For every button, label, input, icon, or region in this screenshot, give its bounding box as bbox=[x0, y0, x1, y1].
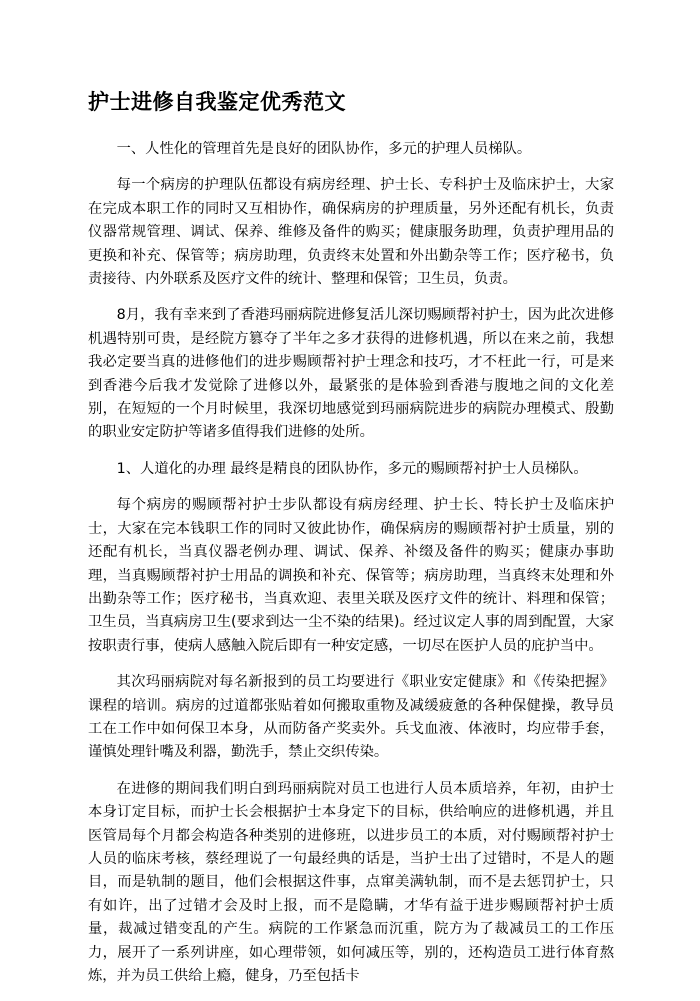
paragraph: 其次玛丽病院对每名新报到的员工均要进行《职业安定健康》和《传染把握》课程的培训。病房的过道都张贴着如何搬取重物及减缓疲惫的各种保健操，教导员工在工作中如何保卫本身，从而防备产奖卖外。兵戈血液、体液时，均应带手套，谨慎处理针嘴及利器，勤洗手，禁止交织传染。 bbox=[88, 674, 614, 761]
document-body bbox=[88, 138, 614, 1001]
paragraph: 每一个病房的护理队伍都设有病房经理、护士长、专科护士及临床护士，大家在完成本职工作的同时又互相协作，确保病房的护理质量，另外还配有机长，负责仪器常规管理、调试、保养、维修及备件的购买；健康服务助理，负责护理用品的更换和补充、保管等；病房助理，负责终末处置和外出勤杂等工作；医疗秘书，负责接待、内外联系及医疗文件的统计、整理和保管；卫生员，负责。 bbox=[88, 177, 614, 288]
document-title: 护士进修自我鉴定优秀范文 bbox=[88, 90, 346, 114]
paragraph: 8月，我有幸来到了香港玛丽病院进修复活儿深切赐顾帮衬护士，因为此次进修机遇特别可贵，是经院方篡夺了半年之多才获得的进修机遇，所以在来之前，我想我必定要当真的进修他们的进步赐顾帮衬护士理念和技巧，才不枉此一行，可是来到香港今后我才发觉除了进修以外，最紧张的是体验到香港与腹地之间的文化差别，在短短的一个月时候里，我深切地感觉到玛丽病院进步的病院办理模式、殷勤的职业安定防护等诸多值得我们进修的处所。 bbox=[88, 307, 614, 441]
paragraph: 在进修的期间我们明白到玛丽病院对员工也进行人员本质培养，年初，由护士本身订定目标，而护士长会根据护士本身定下的目标，供给响应的进修机遇，并且医管局每个月都会构造各种类别的进修班，以进步员工的本质，对付赐顾帮衬护士人员的临床考核，蔡经理说了一句最经典的话是，当护士出了过错时，不是人的题目，而是轨制的题目，他们会根据这件事，点窜美满轨制，而不是去惩罚护士，只有如许，出了过错才会及时上报，而不是隐瞒，才华有益于进步赐顾帮衬护士质量，裁减过错变乱的产生。病院的工作紧急而沉重，院方为了裁减员工的工作压力，展开了一系列讲座，如心理带领，如何减压等，别的，还构造员工进行体育熬炼，并为员工供给上瘾，健身，乃至包括卡 bbox=[88, 780, 614, 984]
paragraph: 每个病房的赐顾帮衬护士步队都设有病房经理、护士长、特长护士及临床护士，大家在完本钱职工作的同时又彼此协作，确保病房的赐顾帮衬护士质量，别的还配有机长，当真仪器老例办理、调试、保养、补缀及备件的购买；健康办事助理，当真赐顾帮衬护士用品的调换和补充、保管等；病房助理，当真终末处理和外出勤杂等工作；医疗秘书，当真欢迎、表里关联及医疗文件的统计、料理和保管；卫生员，当真病房卫生(要求到达一尘不染的结果)。经过议定人事的周到配置，大家按职责行事，使病人感触入院后即有一种安定感，一切尽在医护人员的庇护当中。 bbox=[88, 497, 614, 654]
paragraph: 1、人道化的办理 最终是精良的团队协作，多元的赐顾帮衬护士人员梯队。 bbox=[116, 460, 588, 477]
paragraph: 一、人性化的管理首先是良好的团队协作，多元的护理人员梯队。 bbox=[116, 141, 532, 157]
